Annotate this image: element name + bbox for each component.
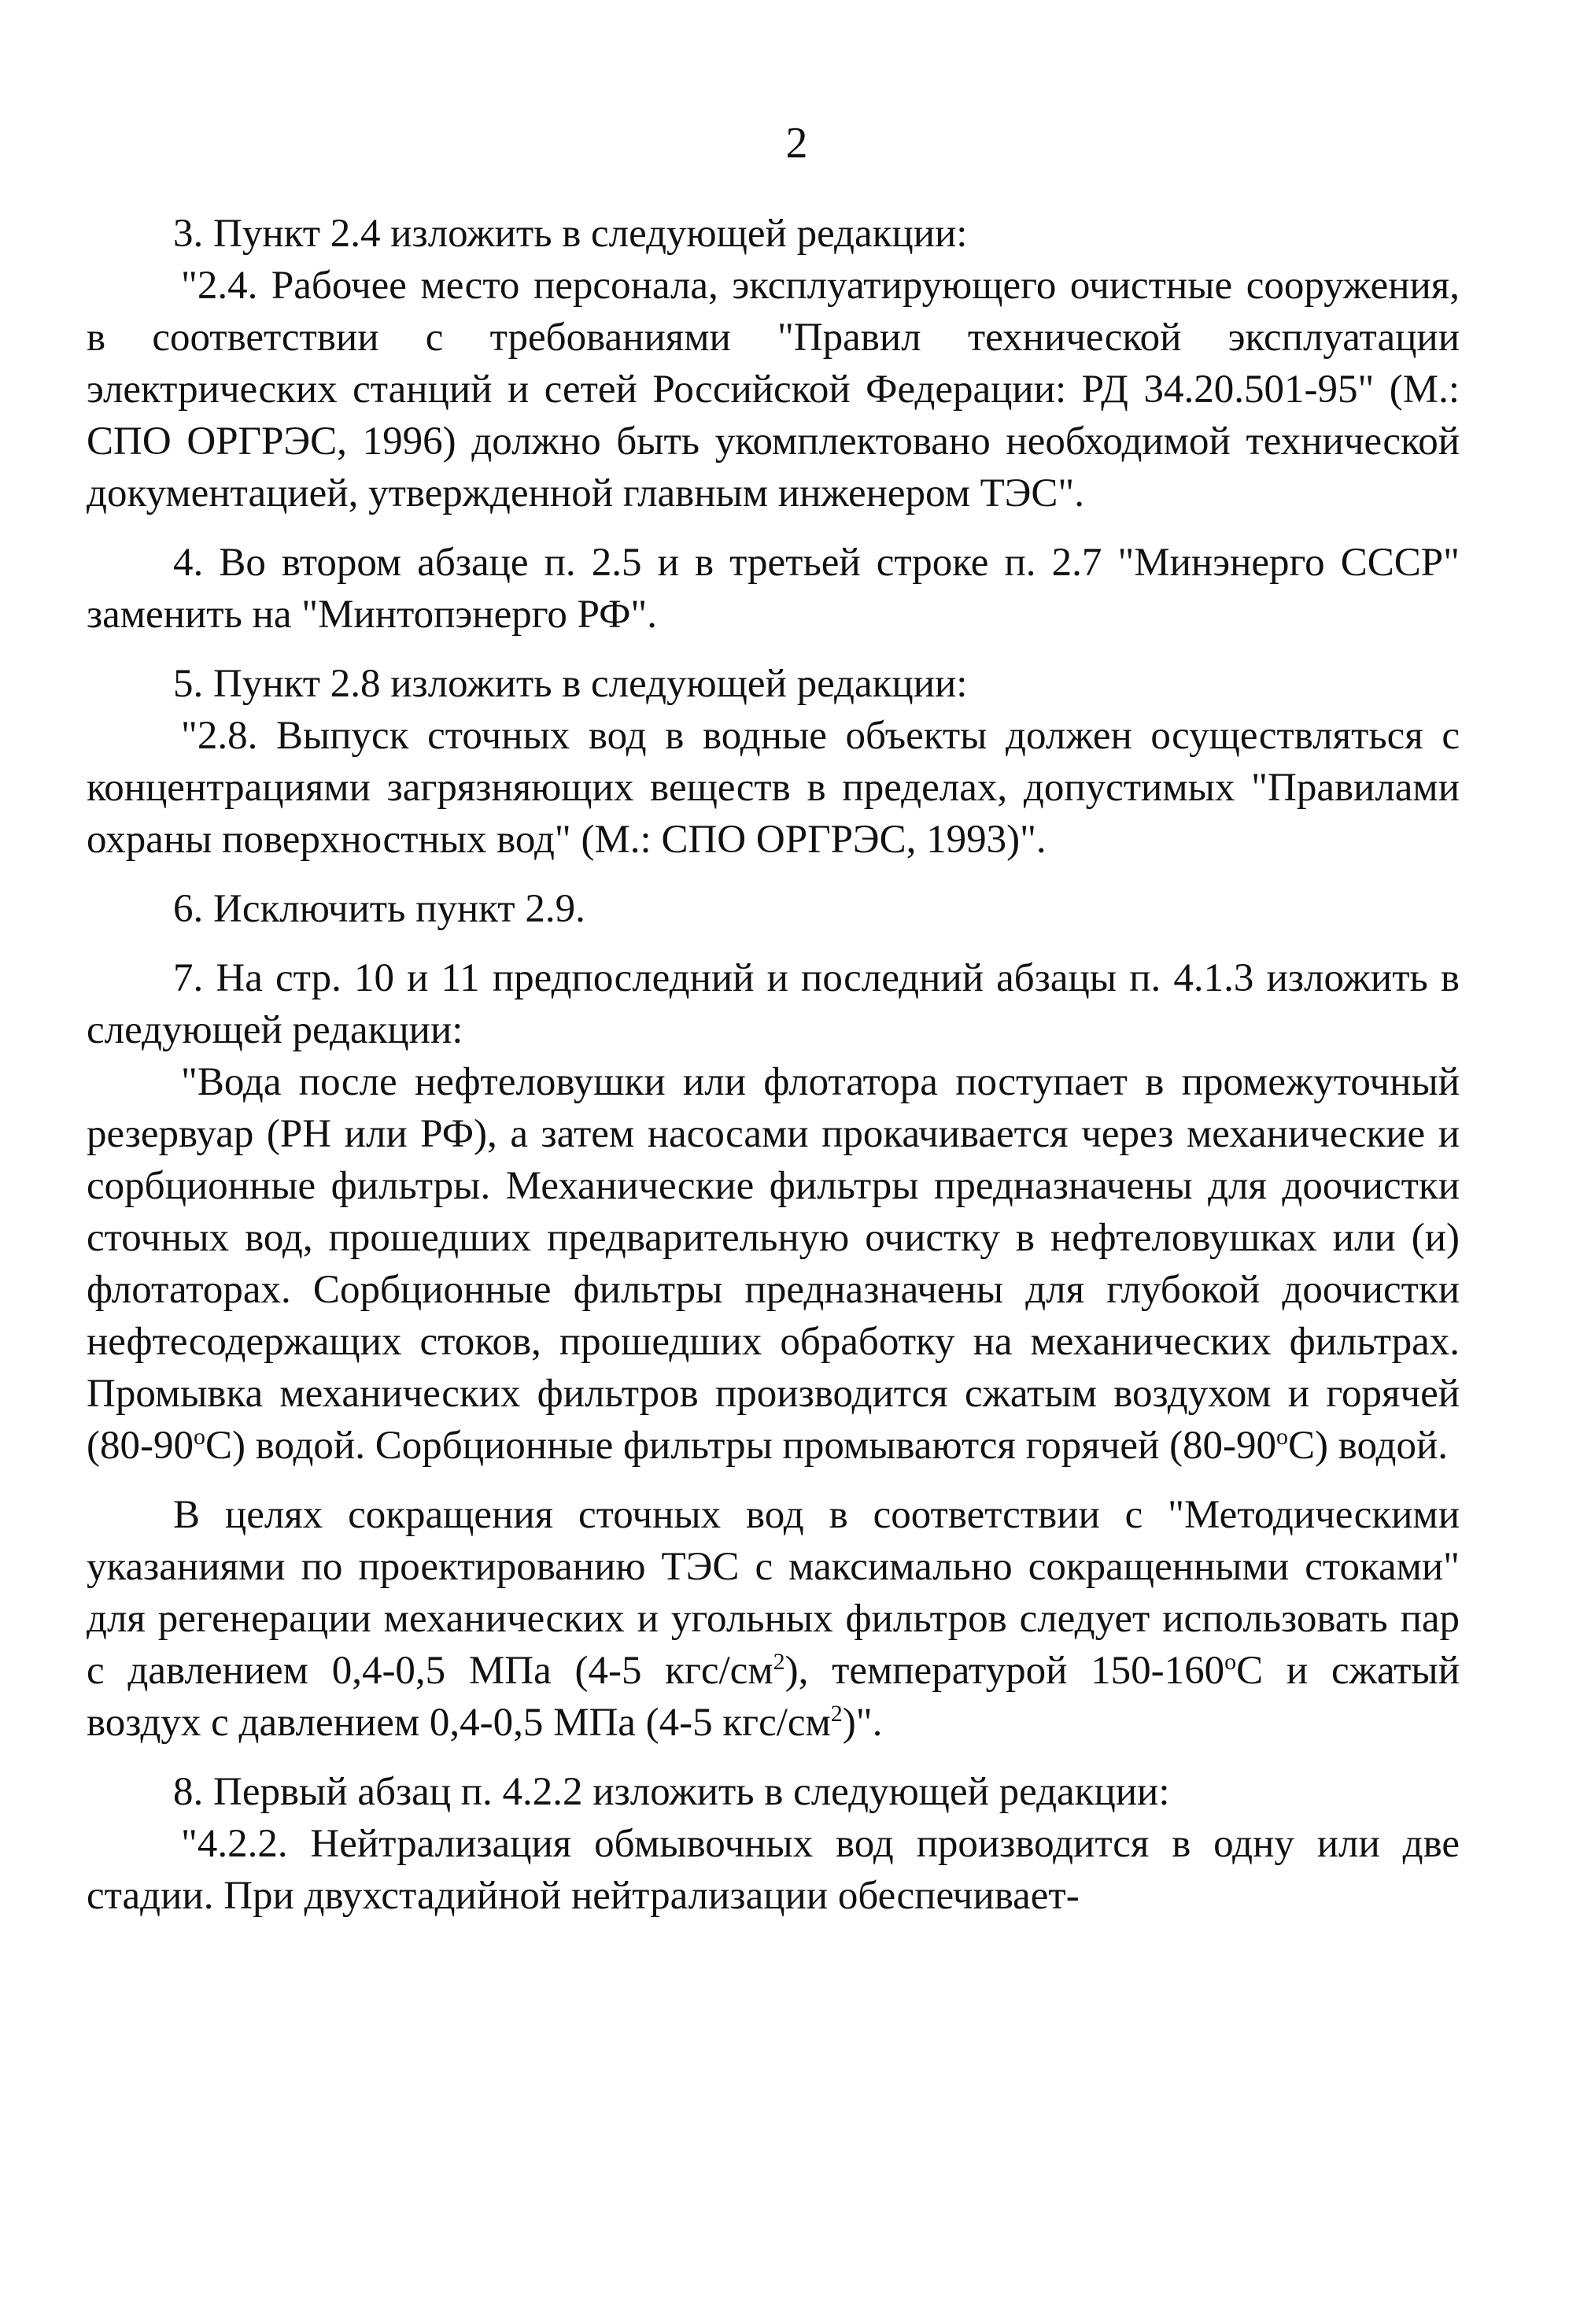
- paragraph-item-7: 7. На стр. 10 и 11 предпоследний и последний абзацы п. 4.1.3 изложить в следующей редакции:: [87, 956, 1460, 1052]
- paragraph-water-treatment: [87, 1056, 1460, 1472]
- text-run: )".: [842, 1701, 883, 1745]
- text-run: С) водой. Сорбционные фильтры промываются горячей (80-90: [205, 1424, 1277, 1468]
- text-run: "Вода после нефтеловушки или флотатора поступает в промежуточный резервуар (РН или РФ), а затем насосами прокачивается через механические и сорбционные фильтры. Механические фильтры предназначены для доочистки сточных вод, прошедших предварительную очистку в нефтеловушках или (и) флотаторах. Сорбционные фильтры предназначены для глубокой доочистки нефтесодержащих стоков, прошедших обработку на механических фильтрах. Промывка механических фильтров производится сжатым воздухом и горячей (80-90: [87, 1060, 1460, 1468]
- paragraph-item-4: 4. Во втором абзаце п. 2.5 и в третьей строке п. 2.7 "Минэнерго СССР" заменить на "Минтопэнерго РФ".: [87, 541, 1460, 637]
- degree-sign: о: [1276, 1424, 1289, 1450]
- paragraph-item-3: 3. Пункт 2.4 изложить в следующей редакции:: [173, 212, 968, 256]
- paragraph-4-2-2-text: "4.2.2. Нейтрализация обмывочных вод производится в одну или две стадии. При двухстадийной нейтрализации обеспечивает-: [87, 1822, 1460, 1918]
- paragraph-2-4-text: "2.4. Рабочее место персонала, эксплуатирующего очистные сооружения, в соответствии с требованиями "Правил технической эксплуатации электрических станций и сетей Российской Федерации: РД 34.20.501-95" (М.: СПО ОРГРЭС, 1996) должно быть укомплектовано необходимой технической документацией, утвержденной главным инженером ТЭС".: [87, 264, 1460, 515]
- text-run: ), температурой 150-160: [784, 1649, 1225, 1693]
- text-run: С и сжатый воздух с давлением 0,4-0,5 МПа (4-5 кгс/см: [87, 1649, 1460, 1745]
- superscript-2: 2: [773, 1649, 785, 1675]
- paragraph-2-8-text: "2.8. Выпуск сточных вод в водные объекты должен осуществляться с концентрациями загрязняющих веществ в пределах, допустимых "Правилами охраны поверхностных вод" (М.: СПО ОРГРЭС, 1993)".: [87, 714, 1460, 862]
- superscript-2: 2: [830, 1701, 843, 1727]
- paragraph-regeneration: [87, 1489, 1460, 1749]
- paragraph-item-8: 8. Первый абзац п. 4.2.2 изложить в следующей редакции:: [173, 1770, 1170, 1814]
- degree-sign: о: [193, 1424, 205, 1450]
- page-number: 2: [785, 119, 808, 168]
- document-page: [87, 118, 1460, 1922]
- paragraph-item-6: 6. Исключить пункт 2.9.: [173, 887, 585, 931]
- text-run: С) водой.: [1288, 1424, 1449, 1468]
- paragraph-item-5: 5. Пункт 2.8 изложить в следующей редакции:: [173, 662, 968, 706]
- text-run: В целях сокращения сточных вод в соответствии с "Методическими указаниями по проектированию ТЭС с максимально сокращенными стоками" для регенерации механических и угольных фильтров следует использовать пар с давлением 0,4-0,5 МПа (4-5 кгс/см: [87, 1493, 1460, 1693]
- degree-sign: о: [1224, 1649, 1237, 1675]
